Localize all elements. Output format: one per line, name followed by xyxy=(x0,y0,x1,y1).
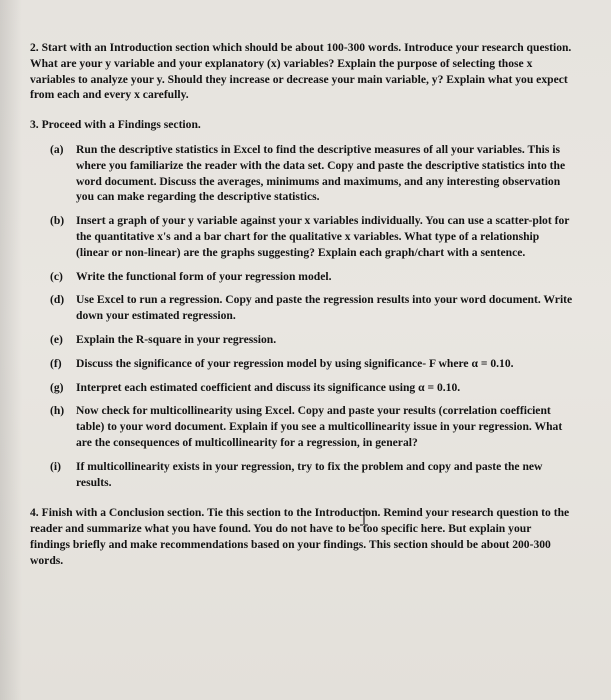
section-4-number: 4. xyxy=(30,506,39,520)
page-shadow xyxy=(0,0,22,700)
list-item xyxy=(50,459,573,491)
list-item-label: (c) xyxy=(50,269,63,283)
section-2-paragraph xyxy=(30,40,573,103)
section-4-text: Finish with a Conclusion section. Tie this section to the Introduction. Remind your research question to the reader and summarize what you have found. You do not have to be too specific here. But explain your findings briefly and make recommendations based on your findings. This section should be about 200-300 words. xyxy=(30,506,570,567)
list-item-text: Use Excel to run a regression. Copy and paste the regression results into your word document. Write down your estimated regression. xyxy=(76,293,573,323)
list-item-label: (b) xyxy=(50,214,65,228)
list-item xyxy=(50,380,573,396)
list-item-label: (d) xyxy=(50,293,65,307)
list-item-text: Discuss the significance of your regression model by using significance- F where α = 0.10. xyxy=(76,356,514,370)
list-item-text: Run the descriptive statistics in Excel to find the descriptive measures of all your variables. This is where you familiarize the reader with the data set. Copy and paste the descriptive statistics into the word document. Discuss the averages, minimums and maximums, and any interesting observation you can make regarding the descriptive statistics. xyxy=(76,142,566,204)
list-item xyxy=(50,292,573,324)
list-item-text: Interpret each estimated coefficient and discuss its significance using α = 0.10. xyxy=(76,380,461,394)
list-item-text: Write the functional form of your regression model. xyxy=(76,269,332,283)
text-cursor-icon xyxy=(359,510,369,526)
list-item-label: (a) xyxy=(50,142,64,156)
list-item xyxy=(50,403,573,450)
list-item xyxy=(50,356,573,372)
section-findings xyxy=(30,117,573,490)
list-item-text: Now check for multicollinearity using Excel. Copy and paste your results (correlation coefficient table) to your word document. Explain if you see a multicollinearity issue in your regression. What are the consequences of multicollinearity for a regression, in general? xyxy=(76,404,563,449)
findings-list xyxy=(50,142,573,490)
list-item xyxy=(50,332,573,348)
section-conclusion xyxy=(30,505,573,568)
list-item-text: Insert a graph of your y variable against your x variables individually. You can use a scatter-plot for the quantitative x's and a bar chart for the qualitative x variables. What type of a relationship (linear or non-linear) are the graphs suggesting? Explain each graph/chart with a sentence. xyxy=(76,214,570,259)
section-3-heading: 3. Proceed with a Findings section. xyxy=(30,118,201,132)
list-item xyxy=(50,142,573,205)
list-item-text: If multicollinearity exists in your regression, try to fix the problem and copy and paste the new results. xyxy=(76,459,543,489)
list-item-label: (g) xyxy=(50,380,64,394)
section-4-paragraph xyxy=(30,505,573,568)
list-item-label: (i) xyxy=(50,459,61,473)
section-2-number: 2. xyxy=(30,41,39,54)
list-item xyxy=(50,269,573,285)
list-item-text: Explain the R-square in your regression. xyxy=(76,332,277,346)
section-introduction xyxy=(30,40,573,103)
list-item-label: (e) xyxy=(50,332,63,346)
list-item-label: (f) xyxy=(50,356,62,370)
list-item xyxy=(50,213,573,260)
list-item-label: (h) xyxy=(50,404,65,418)
section-2-text: Start with an Introduction section which should be about 100-300 words. Introduce your research question. What are your y variable and your explanatory (x) variables? Explain the purpose of selecting those x variables to analyze your y. Should they increase or decrease your main variable, y? Explain what you expect from each and every x carefully. xyxy=(30,41,572,102)
